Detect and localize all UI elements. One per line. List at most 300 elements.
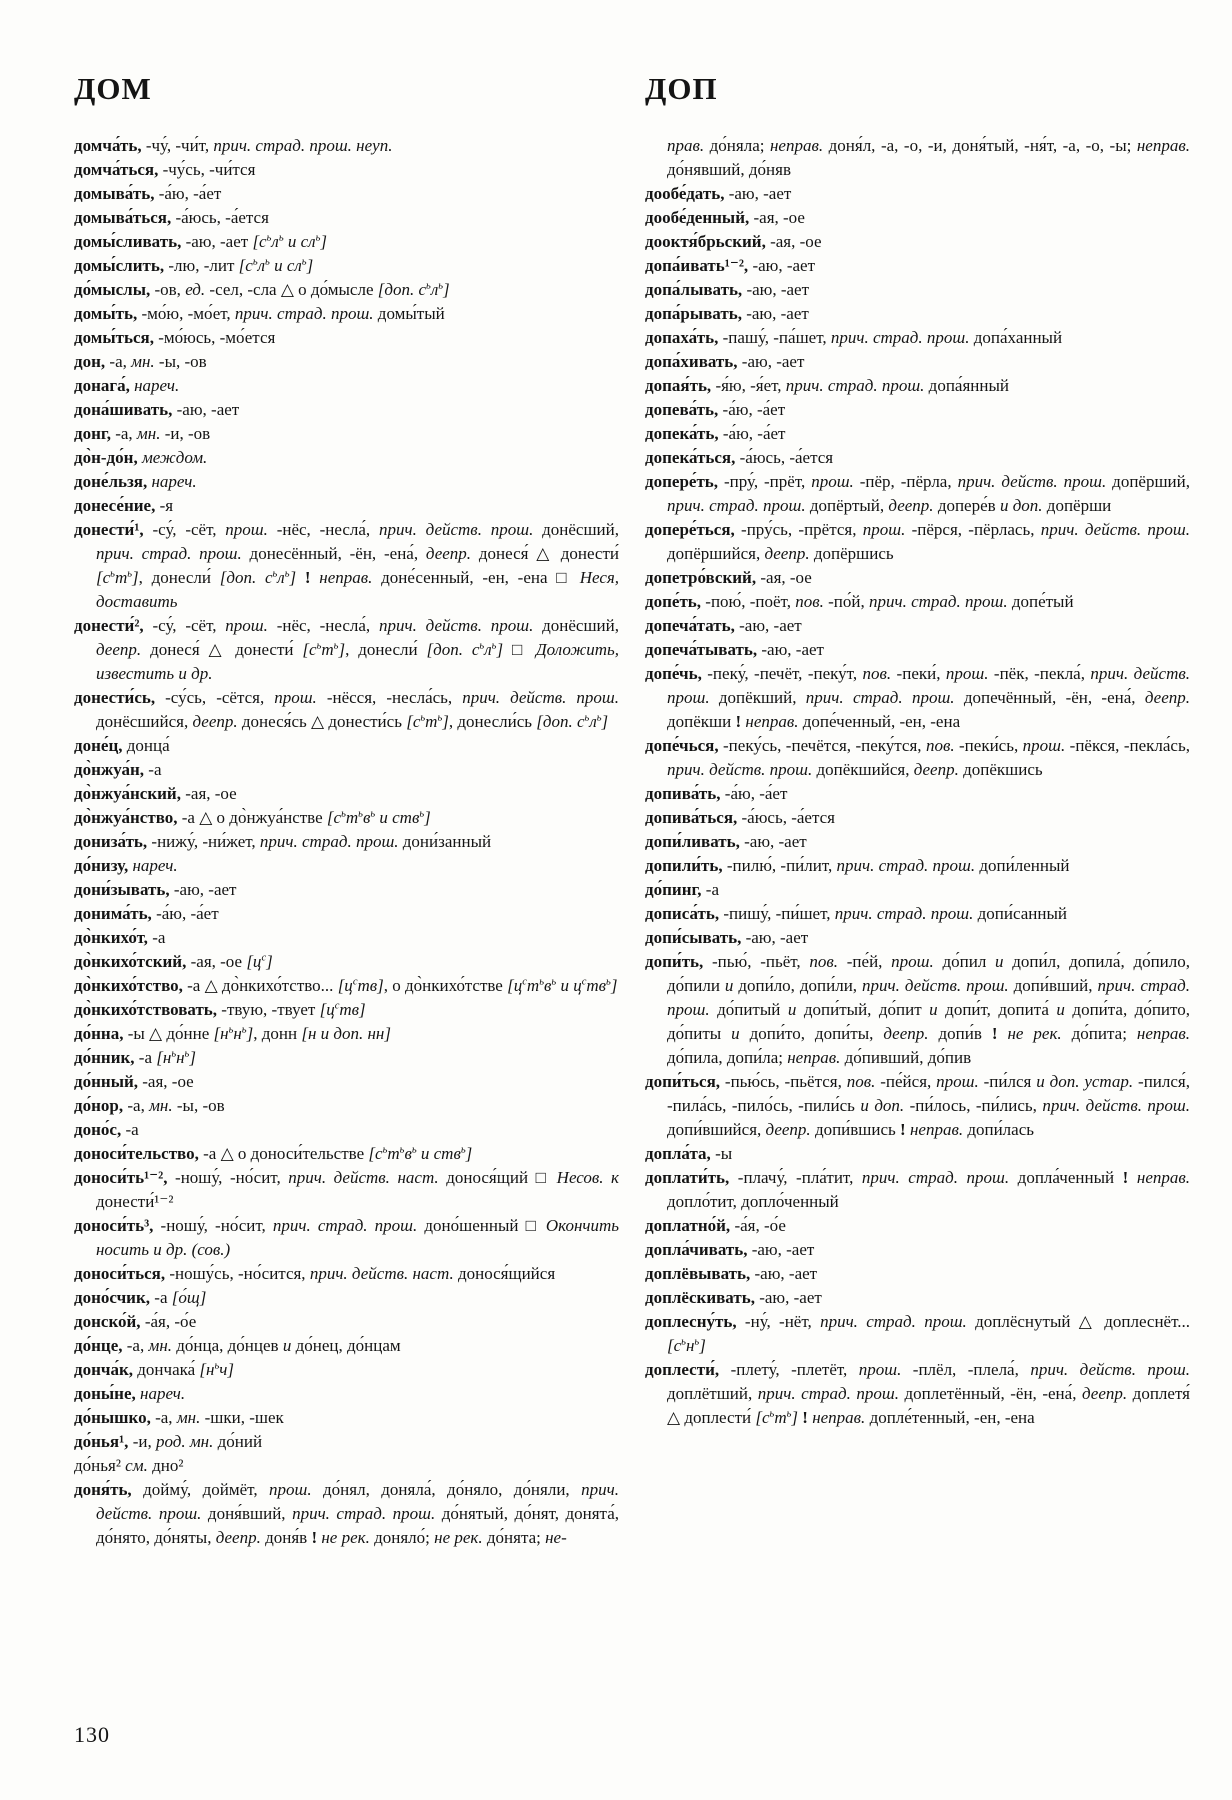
entry-text: до́нявший, до́няв — [667, 160, 791, 179]
grammar-label: прич. страд. прош. неуп. — [213, 136, 393, 155]
dictionary-entry — [74, 446, 619, 470]
entry-text: -аю, -ает — [742, 280, 810, 299]
dictionary-entry — [645, 302, 1190, 326]
entry-text: донёсший, — [533, 520, 620, 539]
headword: допили́ть, — [645, 856, 723, 875]
entry-text: -пилю́, -пи́лит, — [722, 856, 837, 875]
grammar-label: ед. — [185, 280, 206, 299]
entry-text: допёртый, — [805, 496, 889, 515]
dictionary-entry — [74, 254, 619, 278]
headword: доплесну́ть, — [645, 1312, 737, 1331]
headword: допека́ться, — [645, 448, 736, 467]
headword: домча́ть, — [74, 136, 142, 155]
grammar-label: нареч. — [135, 1384, 186, 1403]
warning-mark: ! — [304, 568, 311, 587]
dictionary-entry — [645, 422, 1190, 446]
entry-text: -нёс, -несла́, — [267, 616, 379, 635]
grammar-label: прош. — [225, 616, 268, 635]
headword: дон, — [74, 352, 106, 371]
entry-text: допи́т, допита́ — [937, 1000, 1057, 1019]
entry-text: -я́ю, -я́ет, — [711, 376, 786, 395]
entry-text: допе́тый — [1007, 592, 1074, 611]
phonetic-transcription: [$с^ьл^ь$ и $сл^ь$] — [238, 256, 314, 275]
headword: допа́рывать, — [645, 304, 742, 323]
entry-text: допи́санный — [973, 904, 1067, 923]
headword: допере́ть, — [645, 472, 719, 491]
grammar-label: пов. — [846, 1072, 876, 1091]
entry-text: -су́, -сёт, — [143, 616, 226, 635]
entry-text: до́пивший, до́пив — [840, 1048, 972, 1067]
entry-text — [296, 568, 305, 587]
phonetic-transcription: $[с^ьт^ь]$ — [96, 568, 139, 587]
dictionary-entry — [74, 1310, 619, 1334]
entry-text: -а △ о доноси́тельстве — [198, 1144, 369, 1163]
entry-text: , донесли́ — [345, 640, 427, 659]
dictionary-entry — [74, 806, 619, 830]
dictionary-entry — [645, 782, 1190, 806]
entry-text: -а, — [105, 352, 132, 371]
dictionary-entry — [645, 878, 1190, 902]
dictionary-entry — [74, 902, 619, 926]
dictionary-entry — [645, 398, 1190, 422]
entry-text: допла́ченный — [1009, 1168, 1123, 1187]
headword: доноси́тельство, — [74, 1144, 199, 1163]
dictionary-entry — [74, 974, 619, 998]
phonetic-transcription: [доп. $с^ьл^ь$] — [536, 712, 609, 731]
column-left — [74, 70, 619, 1550]
entry-text: -а, — [150, 1408, 177, 1427]
grammar-label: и — [731, 1024, 740, 1043]
entry-text: -нёс, -несла́, — [267, 520, 379, 539]
entry-text: -а — [121, 1120, 139, 1139]
grammar-label: и доп. устар. — [1036, 1072, 1134, 1091]
entry-text: -ая, -ое — [180, 784, 237, 803]
grammar-label: прич. страд. прош. — [805, 688, 955, 707]
headword: допи́ться, — [645, 1072, 721, 1091]
dictionary-entry — [74, 878, 619, 902]
entry-text: до́ний — [213, 1432, 263, 1451]
headword: домыва́ться, — [74, 208, 172, 227]
grammar-label: прич. страд. прош. — [272, 1216, 418, 1235]
grammar-label: и доп. — [999, 496, 1043, 515]
entry-text: -а́я, -о́е — [140, 1312, 197, 1331]
headword: допа́лывать, — [645, 280, 743, 299]
entry-text: донести́¹⁻² — [96, 1192, 174, 1211]
dictionary-entry — [645, 1262, 1190, 1286]
entry-text: допи́в — [928, 1024, 992, 1043]
headword: допеча́тывать, — [645, 640, 758, 659]
entry-text: до́нята; — [482, 1528, 546, 1547]
grammar-label: прич. страд. прош. — [292, 1504, 436, 1523]
entry-text: до́пита; — [1061, 1024, 1137, 1043]
grammar-label: мн. — [148, 1336, 173, 1355]
entry-text: -нижу́, -ни́жет, — [147, 832, 260, 851]
headword: допе́чься, — [645, 736, 719, 755]
headword: допа́хивать, — [645, 352, 738, 371]
entry-text: -а, — [110, 424, 137, 443]
dictionary-entry — [645, 1286, 1190, 1310]
entry-text: допёкшийся, — [812, 760, 914, 779]
grammar-label: междом. — [137, 448, 208, 467]
dictionary-entry — [74, 158, 619, 182]
grammar-label: прош. — [269, 1480, 312, 1499]
entry-text: -мо́юсь, -мо́ется — [153, 328, 276, 347]
dictionary-entry — [645, 1358, 1190, 1430]
grammar-label: неправ. — [1136, 1024, 1190, 1043]
headword: донести́сь, — [74, 688, 156, 707]
entry-text: -по́й, — [823, 592, 869, 611]
grammar-label: нареч. — [128, 856, 178, 875]
dictionary-entry — [74, 326, 619, 350]
entry-text: -су́, -сёт, — [143, 520, 226, 539]
entry-text: -нёсся, -несла́сь, — [316, 688, 463, 707]
entry-text: -пеку́сь, -печётся, -пеку́тся, — [718, 736, 926, 755]
grammar-label: прич. страд. прош. — [836, 856, 976, 875]
entry-text: -пёрся, -пёрлась, — [905, 520, 1041, 539]
dictionary-entry — [74, 1286, 619, 1310]
grammar-label: прич. действ. прош. — [862, 976, 1009, 995]
grammar-label: прич. действ. наст. — [309, 1264, 454, 1283]
entry-text: доплёснутый △ доплеснёт... — [966, 1312, 1190, 1331]
phonetic-transcription: [н и доп. нн] — [301, 1024, 391, 1043]
entry-text: -а △ до̀нкихо́тство... — [182, 976, 338, 995]
entry-text: до́нца, до́нцев — [172, 1336, 283, 1355]
entry-text: -а́ю, -а́ет — [718, 424, 786, 443]
grammar-label: деепр. — [96, 640, 142, 659]
entry-text: допи́вшийся, — [667, 1120, 766, 1139]
phonetic-transcription: $[с^ьт^ь]$ — [406, 712, 449, 731]
entry-text: -пеки́сь, — [954, 736, 1023, 755]
dictionary-entry — [74, 1430, 619, 1454]
entry-text: -пёр, -пёрла, — [853, 472, 958, 491]
entry-text: допёкши — [667, 712, 736, 731]
warning-mark: ! — [900, 1120, 906, 1139]
headword: донага́, — [74, 376, 130, 395]
grammar-label: прич. страд. прош. — [667, 496, 806, 515]
entry-text: допа́ханный — [969, 328, 1063, 347]
dictionary-entry — [74, 686, 619, 734]
entry-text: до́питый — [709, 1000, 788, 1019]
grammar-label: Неся, доставить — [96, 568, 620, 611]
grammar-label: прош. — [945, 664, 989, 683]
entry-text: допёршийся, — [667, 544, 765, 563]
phonetic-transcription: $[с^ьт^ь]$ — [302, 640, 346, 659]
headword: допива́ться, — [645, 808, 738, 827]
dictionary-entry — [74, 1406, 619, 1430]
entry-text: -а́юсь, -а́ется — [737, 808, 835, 827]
dictionary-entry — [74, 734, 619, 758]
dictionary-entry — [645, 254, 1190, 278]
headword: допла́та, — [645, 1144, 711, 1163]
phonetic-transcription: $[с^ьн^ь]$ — [667, 1336, 706, 1355]
dictionary-entry — [74, 278, 619, 302]
grammar-label: Окончить носить и др. (сов.) — [96, 1216, 619, 1259]
phonetic-transcription: $[н^ьн^ь]$ — [156, 1048, 196, 1067]
dictionary-entry — [645, 926, 1190, 950]
grammar-label: и — [929, 1000, 938, 1019]
entry-text: -а — [701, 880, 720, 899]
headword: допере́ться, — [645, 520, 735, 539]
phonetic-transcription: $[с^ьт^ь]$ — [755, 1408, 799, 1427]
entry-text: -ну́, -нёт, — [736, 1312, 821, 1331]
entries-left — [74, 134, 619, 1550]
headword: домы́ться, — [74, 328, 154, 347]
headword: доплёскивать, — [645, 1288, 755, 1307]
dictionary-entry — [645, 614, 1190, 638]
entry-text: -и, -ов — [160, 424, 211, 443]
headword: до̀нжуа́нство, — [74, 808, 178, 827]
dictionary-entry — [645, 518, 1190, 566]
headword: до́низу, — [74, 856, 129, 875]
guide-word-left: ДОМ — [74, 71, 152, 106]
headword: допи́ть, — [645, 952, 704, 971]
dictionary-entry — [74, 374, 619, 398]
grammar-label: деепр. — [1081, 1384, 1128, 1403]
entry-text: доня́вший, — [201, 1504, 293, 1523]
headword: донима́ть, — [74, 904, 152, 923]
grammar-label: прич. действ. прош. — [667, 760, 813, 779]
headword: дообе́дать, — [645, 184, 725, 203]
entry-text: -пью́сь, -пьётся, — [720, 1072, 847, 1091]
entry-text: -пёкся, -пекла́сь, — [1065, 736, 1190, 755]
entry-text: -лю, -лит — [164, 256, 239, 275]
grammar-label: неправ. — [807, 1408, 866, 1427]
grammar-label: неправ. — [310, 568, 373, 587]
grammar-label: прич. страд. прош. — [234, 304, 374, 323]
headword: до̀нкихо́тство, — [74, 976, 183, 995]
dictionary-entry — [645, 566, 1190, 590]
entry-text: -ая, -ое — [186, 952, 247, 971]
entry-text: -а, — [123, 1096, 150, 1115]
entry-text: -а́ю, -а́ет — [720, 784, 788, 803]
headword: доне́ц, — [74, 736, 123, 755]
headword: донесе́ние, — [74, 496, 156, 515]
entry-text: допи́ленный — [975, 856, 1070, 875]
dictionary-entry — [645, 326, 1190, 350]
entry-text: допёкший, — [709, 688, 806, 707]
phonetic-transcription: [о́щ] — [171, 1288, 207, 1307]
dictionary-entry — [74, 830, 619, 854]
grammar-label: прош. — [862, 520, 906, 539]
entry-text: допло́тит, допло́ченный — [667, 1192, 839, 1211]
entry-text: -ы — [710, 1144, 733, 1163]
headword: дообе́денный, — [645, 208, 750, 227]
grammar-label: прич. страд. прош. — [259, 832, 399, 851]
entry-text: дончака́ — [133, 1360, 200, 1379]
headword: домы́сливать, — [74, 232, 182, 251]
headword: до́мыслы, — [74, 280, 151, 299]
phonetic-transcription: $[н^ьч]$ — [199, 1360, 235, 1379]
phonetic-transcription: [доп. $с^ьл^ь$] — [377, 280, 450, 299]
warning-mark: ! — [735, 712, 742, 731]
phonetic-transcription: [$с^ьт^ьв^ь$ и ств$^ь$] — [326, 808, 431, 827]
entry-text: доне́сенный, -ен, -ена □ — [372, 568, 580, 587]
grammar-label: не- — [545, 1528, 567, 1547]
entry-text: -пру́сь, -прётся, — [734, 520, 863, 539]
phonetic-transcription: $[н^ьн^ь]$ — [213, 1024, 254, 1043]
dictionary-entry — [645, 590, 1190, 614]
grammar-label: не рек. — [317, 1528, 370, 1547]
dictionary-entry — [74, 518, 619, 614]
headword: доно́с, — [74, 1120, 122, 1139]
dictionary-entry — [74, 350, 619, 374]
phonetic-transcription: $[ц^с]$ — [246, 952, 273, 971]
entry-text: допле́тенный, -ен, -ена — [865, 1408, 1035, 1427]
dictionary-entry — [74, 206, 619, 230]
entry-text: -и, — [128, 1432, 156, 1451]
dictionary-entry — [645, 830, 1190, 854]
headword: допе́чь, — [645, 664, 702, 683]
dictionary-entry — [74, 182, 619, 206]
grammar-label: и — [1056, 1000, 1065, 1019]
entry-text: -пеку́, -печёт, -пеку́т, — [701, 664, 863, 683]
entry-text: -я — [155, 496, 174, 515]
dictionary-entry — [645, 446, 1190, 470]
grammar-label: Доложить, известить и др. — [96, 640, 619, 683]
entry-text: дони́занный — [398, 832, 492, 851]
dictionary-entry — [645, 1214, 1190, 1238]
dictionary-entry — [74, 854, 619, 878]
headword: допа́ивать¹⁻², — [645, 256, 749, 275]
entries-right — [645, 134, 1190, 1430]
entry-text: -ношу́, -но́сит, — [167, 1168, 289, 1187]
entry-text: доня́л, -а, -о, -и, доня́тый, -ня́т, -а, -о, -ы; — [823, 136, 1137, 155]
headword: доплёвывать, — [645, 1264, 751, 1283]
headword: до̀нкихо́тствовать, — [74, 1000, 218, 1019]
entry-text: , донесли́сь — [448, 712, 537, 731]
grammar-label: не рек. — [997, 1024, 1062, 1043]
entry-text: -а́я, -о́е — [730, 1216, 786, 1235]
headword: до́нце, — [74, 1336, 123, 1355]
grammar-label: прич. страд. прош. — [834, 904, 974, 923]
entry-text: -а́юсь, -а́ется — [735, 448, 834, 467]
headword: домы́слить, — [74, 256, 165, 275]
dictionary-entry — [74, 950, 619, 974]
entry-text: допе́ченный, -ен, -ена — [798, 712, 961, 731]
grammar-label: неправ. — [905, 1120, 964, 1139]
entry-text: -пишу́, -пи́шет, — [719, 904, 835, 923]
headword: до́нный, — [74, 1072, 139, 1091]
entry-text: допи́тый, до́пит — [796, 1000, 930, 1019]
dictionary-entry — [74, 134, 619, 158]
entry-text: дно² — [147, 1456, 184, 1475]
headword: донг, — [74, 424, 111, 443]
warning-mark: ! — [991, 1024, 998, 1043]
entry-text: -пеки́, — [891, 664, 946, 683]
grammar-label: прич. страд. прош. — [868, 592, 1008, 611]
dictionary-entry — [645, 350, 1190, 374]
headword: допека́ть, — [645, 424, 719, 443]
grammar-label: прав. — [667, 136, 705, 155]
entry-text: допи́вшись — [810, 1120, 901, 1139]
phonetic-transcription: [$с^ьл^ь$ и $сл^ь$] — [252, 232, 328, 251]
headword: доплести́, — [645, 1360, 720, 1379]
dictionary-entry — [74, 1382, 619, 1406]
entry-text: допечённый, -ён, -ена́, — [954, 688, 1145, 707]
entry-text: дойму́, доймёт, — [131, 1480, 269, 1499]
entry-text: -ы, -ов — [154, 352, 207, 371]
entry-text: -аю, -ает — [741, 304, 809, 323]
headword: допива́ть, — [645, 784, 721, 803]
entry-text: допи́ло, допи́ли, — [733, 976, 863, 995]
grammar-label: неправ. — [1136, 136, 1190, 155]
entry-text: -плачу́, -пла́тит, — [729, 1168, 862, 1187]
headword: до̀нжуа́н, — [74, 760, 145, 779]
entry-text: доняло́; — [369, 1528, 435, 1547]
headword: доноси́ться, — [74, 1264, 166, 1283]
entry-text: допа́янный — [924, 376, 1009, 395]
grammar-label: деепр. — [425, 544, 472, 563]
grammar-label: прич. действ. прош. — [96, 1480, 619, 1523]
grammar-label: деепр. — [765, 1120, 811, 1139]
headword: допеча́тать, — [645, 616, 735, 635]
entry-text: -аю, -ает — [741, 928, 809, 947]
entry-text: допёршись — [809, 544, 894, 563]
entry-text: -пе́йся, — [875, 1072, 937, 1091]
dictionary-entry — [74, 614, 619, 686]
entry-text: допи́то, допи́ты, — [739, 1024, 884, 1043]
headword: до̀нкихо́т, — [74, 928, 148, 947]
entry-text: -а — [134, 1048, 157, 1067]
headword: до́нья¹, — [74, 1432, 129, 1451]
grammar-label: прош. — [858, 1360, 902, 1379]
grammar-label: прош. — [274, 688, 317, 707]
headword: допаха́ть, — [645, 328, 719, 347]
grammar-label: см. — [125, 1456, 148, 1475]
grammar-label: пов. — [925, 736, 955, 755]
entry-text: до́нял, доняла́, до́няло, до́няли, — [311, 1480, 582, 1499]
dictionary-entry — [74, 1142, 619, 1166]
headword: допе́ть, — [645, 592, 702, 611]
entry-text: донёсшийся, — [96, 712, 193, 731]
entry-text: допёкшись — [958, 760, 1043, 779]
entry-text: -чу́, -чи́т, — [141, 136, 214, 155]
entry-text: доня́в — [260, 1528, 312, 1547]
entry-text: -ая, -ое — [756, 568, 812, 587]
entry-text: донесённый, -ён, -ена́, — [241, 544, 426, 563]
entry-text: -ая, -ое — [765, 232, 822, 251]
headword: дониза́ть, — [74, 832, 148, 851]
entry-text: , о до̀нкихо́тстве — [383, 976, 508, 995]
grammar-label: род. мн. — [155, 1432, 214, 1451]
grammar-label: прош. — [811, 472, 854, 491]
headword: до́нник, — [74, 1048, 135, 1067]
entry-text: до́няла; — [704, 136, 770, 155]
entry-text: -ов, — [150, 280, 186, 299]
entry-text: доплетённый, -ён, -ена́, — [898, 1384, 1082, 1403]
entry-text: допёрший, — [1106, 472, 1190, 491]
grammar-label: не рек. — [434, 1528, 483, 1547]
headword: дони́зывать, — [74, 880, 170, 899]
entry-text: -ая, -ое — [749, 208, 805, 227]
dictionary-entry — [74, 1478, 619, 1550]
headword: до̀н-до́н, — [74, 448, 138, 467]
entry-text: доплетя́ △ доплести́ — [667, 1384, 1190, 1427]
grammar-label: прич. действ. прош. — [378, 520, 534, 539]
dictionary-entry — [645, 230, 1190, 254]
entry-text: донося́щий □ — [438, 1168, 557, 1187]
entry-text: до́пила, допи́ла; — [667, 1048, 788, 1067]
entry-text: допи́лась — [963, 1120, 1034, 1139]
entry-text: доплётший, — [667, 1384, 758, 1403]
dictionary-entry — [645, 278, 1190, 302]
dictionary-entry — [645, 1166, 1190, 1214]
headword: доня́ть, — [74, 1480, 132, 1499]
entry-text: -пёк, -пекла́, — [988, 664, 1091, 683]
dictionary-entry — [645, 206, 1190, 230]
entry-text: -а́юсь, -а́ется — [171, 208, 269, 227]
entry-text: донося́щийся — [453, 1264, 556, 1283]
